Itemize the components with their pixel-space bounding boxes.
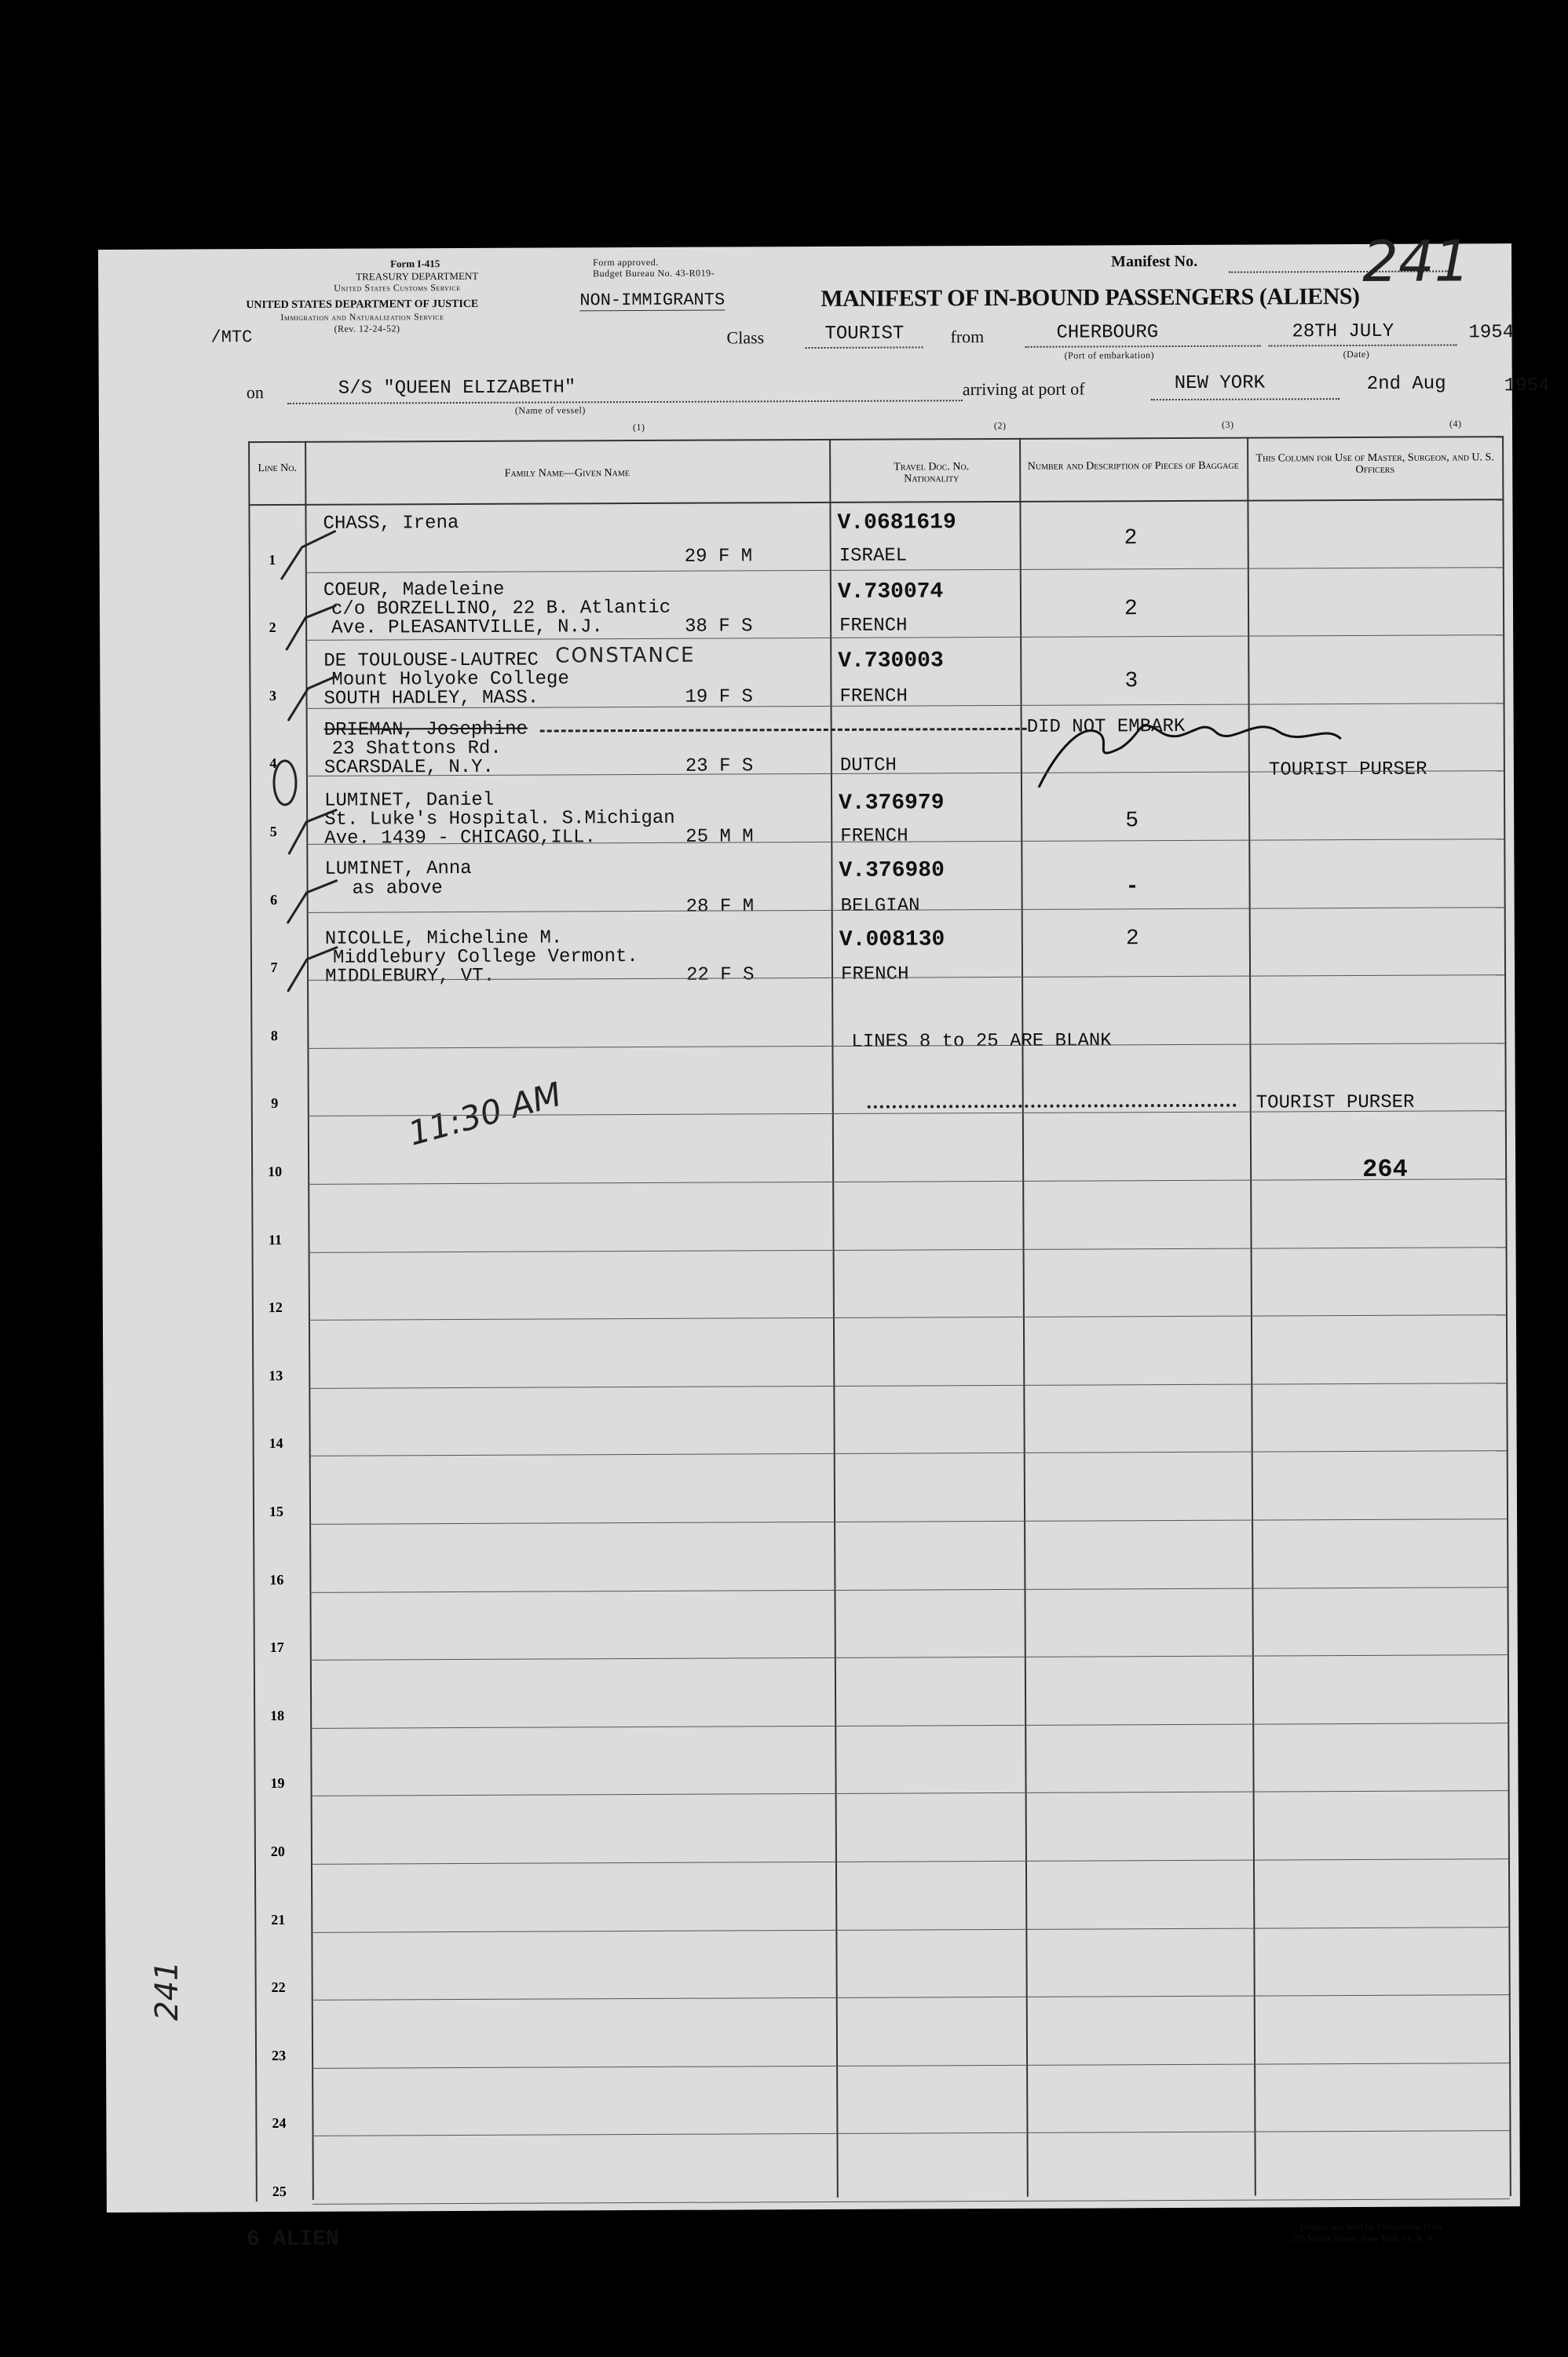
line-number: 2 — [269, 619, 276, 636]
justice-dept: UNITED STATES DEPARTMENT OF JUSTICE — [246, 298, 479, 312]
line-number: 7 — [270, 959, 278, 976]
line-number: 5 — [269, 824, 277, 840]
blank-lines-note: LINES 8 to 25 ARE BLANK — [851, 1030, 1112, 1053]
travel-doc-no: V.730003 — [838, 649, 944, 674]
passenger-address: Ave. 1439 - CHICAGO,ILL. — [324, 827, 596, 850]
embark-caption: (Port of embarkation) — [1064, 349, 1155, 361]
purser-signature — [1039, 725, 1341, 787]
passenger-name: LUMINET, Daniel — [324, 789, 495, 812]
customs-service: United States Customs Service — [334, 281, 461, 294]
passenger-age-sex-status: 25 M M — [685, 826, 754, 848]
non-immigrants: NON-IMMIGRANTS — [579, 290, 726, 311]
arrival-time-stamp: 11:30 AM — [404, 1074, 566, 1153]
passenger-address: Middlebury College Vermont. — [332, 946, 638, 969]
date-caption: (Date) — [1343, 348, 1370, 360]
line-number: 23 — [271, 2047, 287, 2063]
line-number: 10 — [268, 1163, 283, 1180]
passenger-age-sex-status: 19 F S — [685, 686, 753, 708]
did-not-embark-note: DID NOT EMBARK — [1026, 715, 1186, 738]
travel-doc-no: V.376980 — [839, 858, 945, 883]
line-number: 15 — [269, 1503, 284, 1520]
passenger-name: NICOLLE, Micheline M. — [324, 927, 563, 950]
port-of-embarkation: CHERBOURG — [1056, 322, 1159, 344]
col-num-2: (2) — [993, 419, 1007, 432]
travel-doc-no: V.730074 — [837, 579, 944, 605]
nationality: FRENCH — [840, 825, 908, 847]
passenger-age-sex-status: 29 F M — [684, 546, 753, 568]
baggage-count: - — [1125, 875, 1139, 900]
ins-service: Immigration and Naturalization Service — [280, 311, 444, 323]
check-mark — [289, 810, 336, 853]
purser-title: TOURIST PURSER — [1268, 758, 1427, 781]
col-num-4: (4) — [1449, 418, 1462, 429]
class-label: Class — [726, 327, 765, 348]
passenger-name: CHASS, Irena — [323, 512, 459, 535]
passenger-address: 23 Shattons Rd. — [331, 737, 502, 760]
check-mark — [288, 948, 337, 991]
budget-bureau: Budget Bureau No. 43-R019- — [593, 267, 715, 280]
line-number: 3 — [269, 687, 277, 703]
line-number: 24 — [272, 2115, 287, 2132]
line-number: 6 — [270, 891, 278, 908]
line-number: 17 — [269, 1639, 284, 1656]
nationality: ISRAEL — [839, 545, 908, 567]
passenger-age-sex-status: 22 F S — [685, 964, 755, 986]
travel-doc-no: V.0681619 — [837, 510, 956, 535]
line-number: 19 — [270, 1775, 285, 1792]
manifest-no-handwritten: 241 — [1361, 228, 1471, 294]
nationality: DUTCH — [839, 755, 897, 777]
line-number: 16 — [269, 1571, 284, 1588]
vessel-name: S/S "QUEEN ELIZABETH" — [338, 377, 576, 400]
col-head-travel-doc: Travel Doc. No. Nationality — [894, 461, 970, 485]
passenger-name-struck: DRIEMAN, Josephine — [323, 718, 528, 741]
line-number: 22 — [271, 1979, 286, 1996]
class-value: TOURIST — [824, 323, 905, 345]
baggage-count: 5 — [1125, 809, 1139, 834]
travel-doc-no: V.008130 — [839, 927, 945, 952]
passenger-age-sex-status: 23 F S — [685, 755, 754, 777]
treasury-dept: TREASURY DEPARTMENT — [356, 269, 479, 283]
line-number: 25 — [272, 2183, 287, 2200]
nationality: FRENCH — [839, 615, 908, 637]
manifest-sheet — [98, 228, 1550, 2253]
passenger-address: Ave. PLEASANTVILLE, N.J. — [331, 616, 603, 639]
arriving-label: arriving at port of — [962, 378, 1085, 400]
passenger-address: c/o BORZELLINO, 22 B. Atlantic — [331, 597, 671, 620]
travel-doc-no: V.376979 — [839, 791, 945, 816]
passenger-age-sex-status: 38 F S — [685, 616, 753, 638]
line-number: 13 — [269, 1367, 283, 1383]
col-head-name: Family Name—Given Name — [504, 467, 630, 480]
line-number: 12 — [268, 1299, 283, 1316]
passenger-address: SCARSDALE, N.Y. — [323, 756, 494, 779]
line-number: 14 — [269, 1435, 283, 1452]
arrival-year: 1954 — [1504, 375, 1550, 397]
nationality: FRENCH — [840, 963, 909, 985]
col-num-3: (3) — [1221, 418, 1234, 430]
printer-address: 225 Varick Street, New York 14, N. Y. — [1291, 2232, 1435, 2245]
col-num-1: (1) — [632, 421, 645, 433]
col-head-officers: This Column for Use of Master, Surgeon, and U. S. Officers — [1255, 451, 1494, 477]
form-number-footer: 6 ALIEN — [246, 2227, 339, 2253]
departure-year: 1954 — [1468, 322, 1515, 344]
line-number: 1 — [269, 551, 276, 568]
passenger-address: MIDDLEBURY, VT. — [324, 965, 495, 988]
baggage-count: 2 — [1124, 597, 1138, 622]
mtc-mark: /MTC — [210, 327, 253, 348]
check-mark — [288, 881, 337, 923]
arrival-port: NEW YORK — [1174, 372, 1266, 395]
check-mark — [288, 677, 335, 720]
manifest-no-label: Manifest No. — [1111, 252, 1198, 271]
arrival-date: 2nd Aug — [1366, 373, 1446, 395]
form-id: Form I-415 — [390, 258, 440, 270]
col-head-baggage: Number and Description of Pieces of Baggage — [1027, 459, 1239, 473]
line-number: 21 — [271, 1911, 286, 1928]
handwritten-given-name: CONSTANCE — [555, 643, 696, 668]
passenger-address: St. Luke's Hospital. S.Michigan — [324, 807, 675, 831]
margin-page-note: 241 — [148, 1961, 186, 2021]
baggage-count: 3 — [1124, 669, 1139, 694]
vessel-caption: (Name of vessel) — [514, 404, 586, 416]
line-number: 18 — [270, 1707, 285, 1723]
passenger-age-sex-status: 28 F M — [685, 896, 755, 918]
on-label: on — [246, 382, 264, 403]
line-number: 4 — [269, 755, 277, 772]
departure-date: 28TH JULY — [1292, 320, 1394, 343]
form-approved: Form approved. — [593, 256, 659, 269]
line-number: 8 — [270, 1027, 278, 1043]
passenger-address: SOUTH HADLEY, MASS. — [323, 687, 539, 710]
check-mark — [287, 606, 335, 649]
nationality: FRENCH — [839, 685, 908, 707]
passenger-address: as above — [352, 878, 443, 900]
manifest-title: MANIFEST OF IN-BOUND PASSENGERS (ALIENS) — [821, 283, 1360, 312]
purser-title: TOURIST PURSER — [1255, 1091, 1415, 1114]
passenger-total: 264 — [1362, 1154, 1408, 1184]
line-number: 9 — [271, 1095, 279, 1112]
rev-date: (Rev. 12-24-52) — [334, 323, 400, 334]
nationality: BELGIAN — [840, 895, 920, 917]
passenger-name: COEUR, Madeleine — [323, 579, 505, 601]
line-number: 11 — [268, 1231, 283, 1248]
col-head-line-no: Line No. — [258, 462, 298, 475]
passenger-name: LUMINET, Anna — [324, 857, 472, 880]
from-label: from — [950, 327, 985, 347]
passenger-address: Mount Holyoke College — [331, 668, 569, 691]
baggage-count: 2 — [1125, 926, 1139, 952]
line-number: 20 — [270, 1843, 285, 1860]
printer-credit: Printed and Sold by Devonshire Press — [1299, 2220, 1443, 2233]
baggage-count: 2 — [1124, 526, 1138, 551]
passenger-name: DE TOULOUSE-LAUTREC — [323, 649, 539, 672]
